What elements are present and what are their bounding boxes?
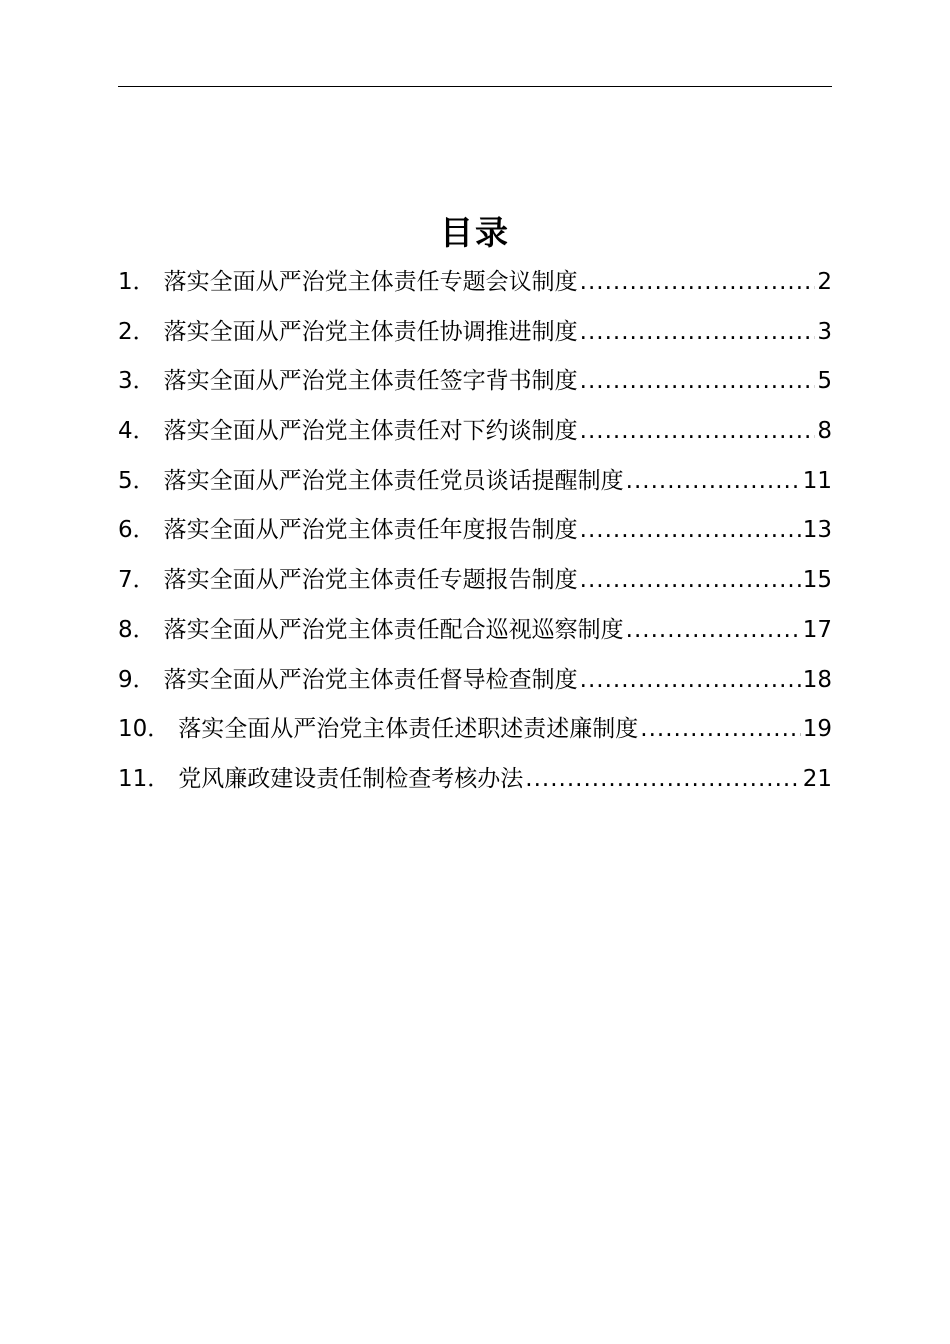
toc-entry-number: 4． bbox=[118, 418, 156, 445]
toc-entry-number: 7． bbox=[118, 567, 156, 594]
toc-entry-text: 落实全面从严治党主体责任签字背书制度 bbox=[163, 368, 578, 395]
toc-entry-page: 3 bbox=[817, 318, 832, 345]
toc-entry-page: 15 bbox=[802, 567, 832, 594]
toc-entry-text: 落实全面从严治党主体责任对下约谈制度 bbox=[163, 418, 578, 445]
dot-leader bbox=[580, 506, 801, 556]
toc-entry-page: 11 bbox=[802, 467, 832, 494]
toc-entry-number: 5． bbox=[118, 467, 156, 494]
toc-entry-9[interactable] bbox=[118, 656, 832, 706]
toc-entry-number: 6． bbox=[118, 517, 156, 544]
toc-entry-number: 11． bbox=[118, 765, 171, 792]
toc-entry-page: 18 bbox=[802, 666, 832, 693]
toc-entry-5[interactable] bbox=[118, 457, 832, 507]
toc-entry-page: 21 bbox=[802, 765, 832, 792]
toc-entry-page: 17 bbox=[802, 616, 832, 643]
dot-leader bbox=[580, 556, 801, 606]
toc-entry-7[interactable] bbox=[118, 556, 832, 606]
toc-entry-text: 落实全面从严治党主体责任协调推进制度 bbox=[163, 318, 578, 345]
toc-entry-text: 落实全面从严治党主体责任述职述责述廉制度 bbox=[178, 716, 639, 743]
dot-leader bbox=[626, 606, 801, 656]
toc-list bbox=[118, 258, 832, 805]
dot-leader bbox=[640, 705, 800, 755]
toc-entry-page: 13 bbox=[802, 517, 832, 544]
toc-entry-number: 1． bbox=[118, 269, 156, 295]
dot-leader bbox=[626, 457, 801, 507]
dot-leader bbox=[580, 357, 816, 407]
toc-entry-number: 2． bbox=[118, 318, 156, 345]
toc-entry-6[interactable] bbox=[118, 506, 832, 556]
toc-entry-text: 党风廉政建设责任制检查考核办法 bbox=[178, 765, 524, 792]
toc-entry-2[interactable] bbox=[118, 308, 832, 358]
toc-entry-page: 5 bbox=[817, 368, 832, 395]
dot-leader bbox=[580, 258, 816, 308]
toc-entry-number: 8． bbox=[118, 616, 156, 643]
toc-entry-text: 落实全面从严治党主体责任专题报告制度 bbox=[163, 567, 578, 594]
toc-entry-text: 落实全面从严治党主体责任督导检查制度 bbox=[163, 666, 578, 693]
toc-entry-page: 2 bbox=[817, 269, 832, 295]
toc-entry-4[interactable] bbox=[118, 407, 832, 457]
toc-entry-number: 3． bbox=[118, 368, 156, 395]
toc-entry-11[interactable] bbox=[118, 755, 832, 805]
dot-leader bbox=[580, 308, 816, 358]
toc-entry-text: 落实全面从严治党主体责任专题会议制度 bbox=[163, 269, 578, 295]
toc-entry-8[interactable] bbox=[118, 606, 832, 656]
toc-entry-10[interactable] bbox=[118, 705, 832, 755]
toc-entry-3[interactable] bbox=[118, 357, 832, 407]
header-rule bbox=[118, 86, 832, 87]
toc-entry-text: 落实全面从严治党主体责任年度报告制度 bbox=[163, 517, 578, 544]
toc-entry-number: 10． bbox=[118, 716, 171, 743]
dot-leader bbox=[525, 755, 800, 805]
toc-entry-text: 落实全面从严治党主体责任党员谈话提醒制度 bbox=[163, 467, 624, 494]
toc-entry-text: 落实全面从严治党主体责任配合巡视巡察制度 bbox=[163, 616, 624, 643]
toc-entry-number: 9． bbox=[118, 666, 156, 693]
toc-entry-page: 19 bbox=[802, 716, 832, 743]
toc-title: 目录 bbox=[440, 213, 510, 253]
toc-entry-page: 8 bbox=[817, 418, 832, 445]
toc-entry-1[interactable] bbox=[118, 258, 832, 308]
dot-leader bbox=[580, 656, 801, 706]
dot-leader bbox=[580, 407, 816, 457]
